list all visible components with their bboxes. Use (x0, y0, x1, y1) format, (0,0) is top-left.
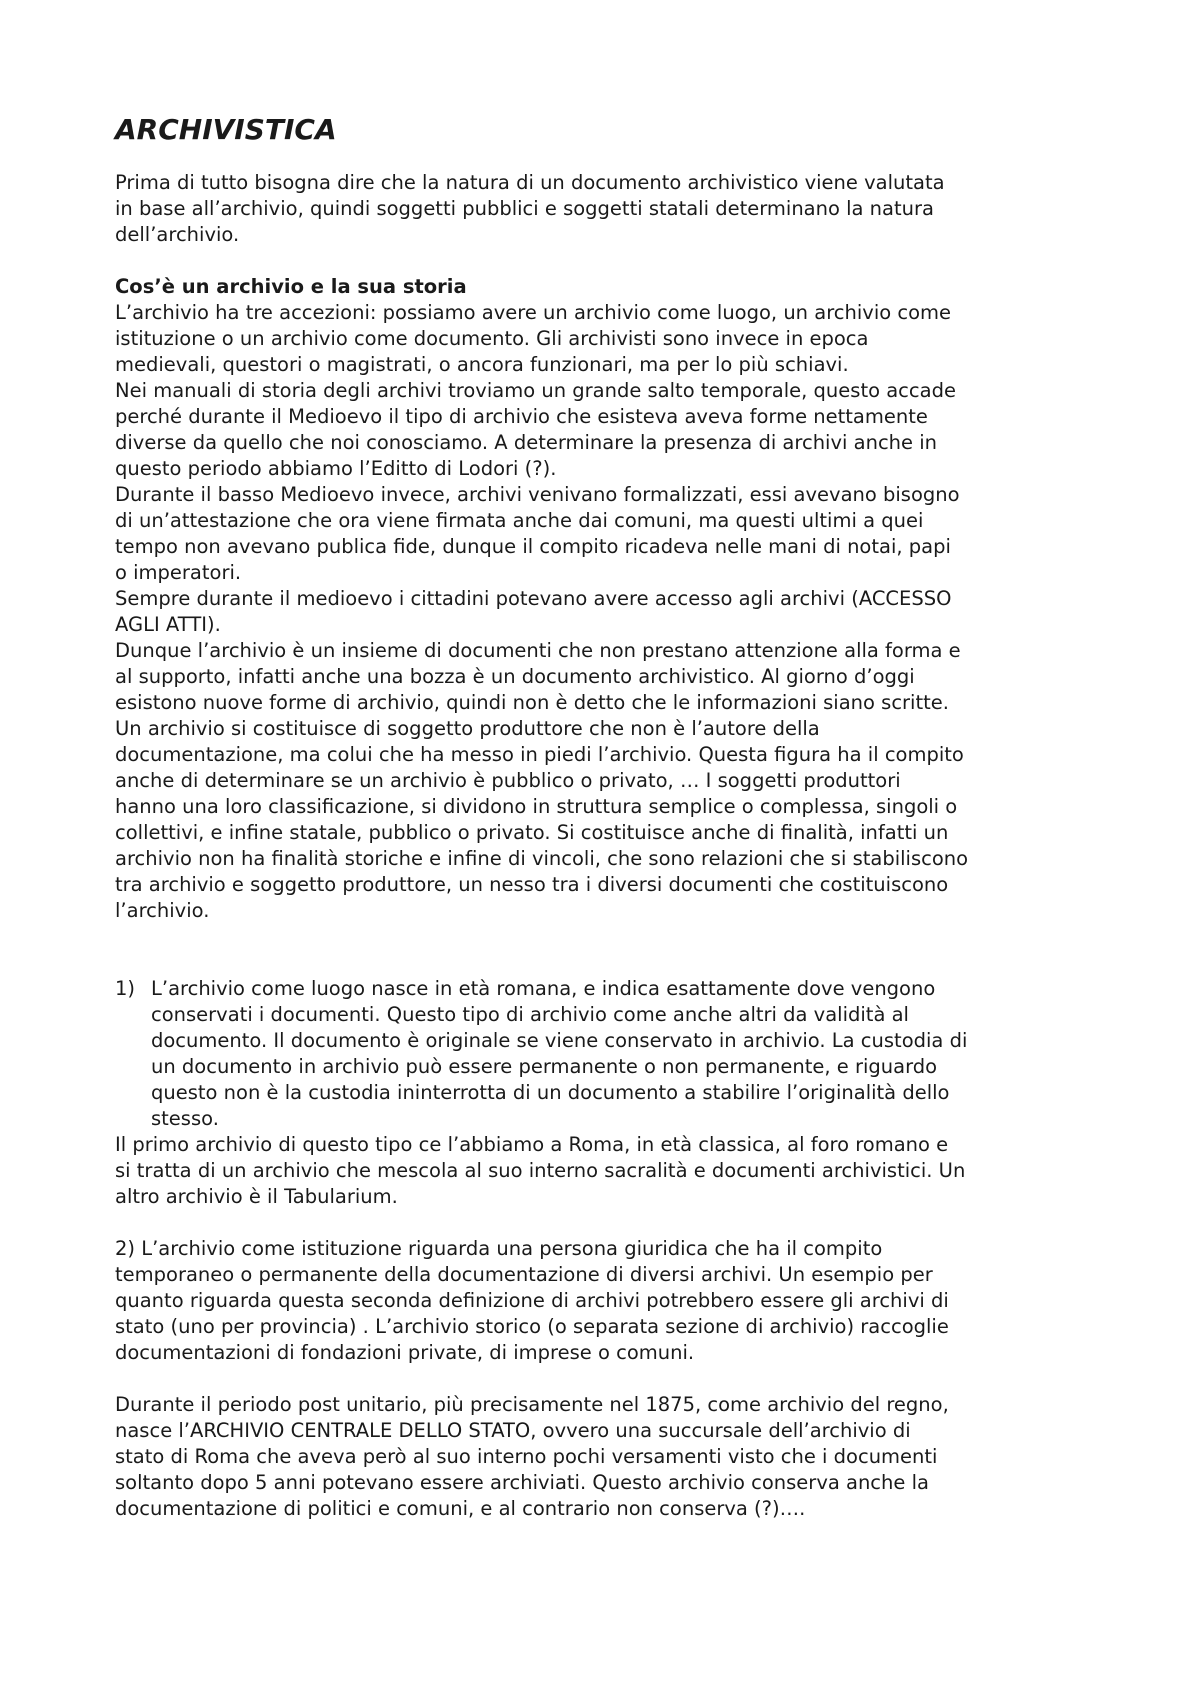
post-unitary-paragraph: Durante il periodo post unitario, più precisamente nel 1875, come archivio del regno, nasce l’ARCHIVIO CENTRALE DELLO STATO, ovvero una succursale dell’archivio di stato di Roma che aveva però al suo interno pochi versamenti visto che i documenti soltanto dopo 5 anni potevano essere archiviati. Questo archivio conserva anche la documentazione di politici e comuni, e al contrario non conserva (?)…. (115, 1393, 949, 1520)
intro-paragraph: Prima di tutto bisogna dire che la natura di un documento archivistico viene valutata in base all’archivio, quindi soggetti pubblici e soggetti statali determinano la natura dell’archivio. (115, 171, 945, 246)
section-body-paragraph: L’archivio ha tre accezioni: possiamo avere un archivio come luogo, un archivio come istituzione o un archivio come documento. Gli archivisti sono invece in epoca medievali, questori o magistrati, o ancora funzionari, ma per lo più schiavi. Nei manuali di storia degli archivi troviamo un grande salto temporale, questo accade perché durante il Medioevo il tipo di archivio che esisteva aveva forme nettamente diverse da quello che noi conosciamo. A determinare la presenza di archivi anche in questo periodo abbiamo l’Editto di Lodori (?). Durante il basso Medioevo invece, archivi venivano formalizzati, essi avevano bisogno di un’attestazione che ora viene firmata anche dai comuni, ma questi ultimi a quei tempo non avevano publica fide, dunque il compito ricadeva nelle mani di notai, papi o imperatori. Sempre durante il medioevo i cittadini potevano avere accesso agli archivi (ACCESSO AGLI ATTI). Dunque l’archivio è un insieme di documenti che non prestano attenzione alla forma e al supporto, infatti anche una bozza è un documento archivistico. Al giorno d’oggi esistono nuove forme di archivio, quindi non è detto che le informazioni siano scritte. Un archivio si costituisce di soggetto produttore che non è l’autore della documentazione, ma colui che ha messo in piedi l’archivio. Questa figura ha il compito anche di determinare se un archivio è pubblico o privato, … I soggetti produttori hanno una loro classificazione, si dividono in struttura semplice o complessa, singoli o collettivi, e infine statale, pubblico o privato. Si costituisce anche di finalità, infatti un archivio non ha finalità storiche e infine di vincoli, che sono relazioni che si stabiliscono tra archivio e soggetto produttore, un nesso tra i diversi documenti che costituiscono l’archivio. (115, 301, 969, 922)
document-page (115, 112, 1115, 1522)
list-item-number: 1) (115, 977, 136, 1000)
list-item (115, 976, 1115, 1132)
spacer (115, 248, 1115, 274)
institution-paragraph: 2) L’archivio come istituzione riguarda una persona giuridica che ha il compito temporaneo o permanente della documentazione di diversi archivi. Un esempio per quanto riguarda questa seconda definizione di archivi potrebbero essere gli archivi di stato (uno per provincia) . L’archivio storico (o separata sezione di archivio) raccoglie documentazioni di fondazioni private, di imprese o comuni. (115, 1237, 949, 1364)
spacer (115, 1366, 1115, 1392)
spacer (115, 924, 1115, 976)
document-title: ARCHIVISTICA (115, 113, 337, 146)
rome-paragraph: Il primo archivio di questo tipo ce l’abbiamo a Roma, in età classica, al foro romano e si tratta di un archivio che mescola al suo interno sacralità e documenti archivistici. Un altro archivio è il Tabularium. (115, 1133, 966, 1208)
spacer (115, 1210, 1115, 1236)
list-item-text: L’archivio come luogo nasce in età romana, e indica esattamente dove vengono conservati i documenti. Questo tipo di archivio come anche altri da validità al documento. Il documento è originale se viene conservato in archivio. La custodia di un documento in archivio può essere permanente o non permanente, e riguardo questo non è la custodia ininterrotta di un documento a stabilire l’originalità dello stesso. (151, 977, 968, 1130)
section-heading: Cos’è un archivio e la sua storia (115, 275, 467, 298)
